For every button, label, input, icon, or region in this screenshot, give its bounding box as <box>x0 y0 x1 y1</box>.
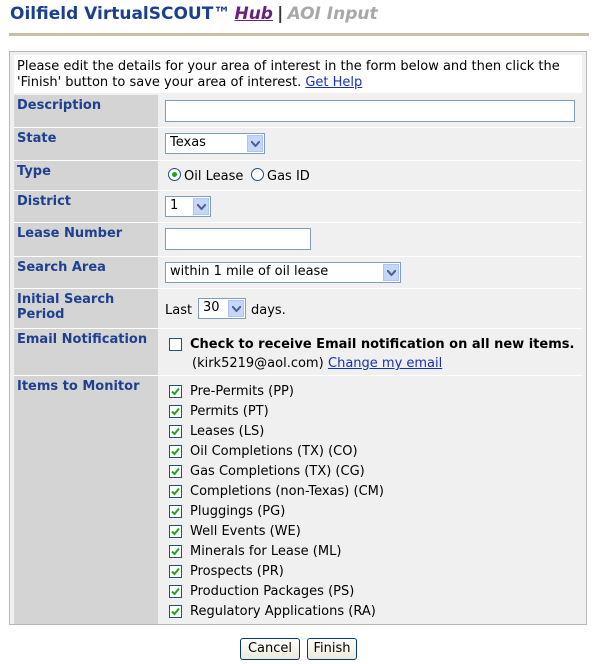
row-lease-number <box>14 223 582 257</box>
checkmark-icon <box>171 527 180 536</box>
monitor-checkbox[interactable] <box>169 505 182 518</box>
checkmark-icon <box>171 487 180 496</box>
period-prefix: Last <box>165 303 193 318</box>
items-to-monitor-label: Items to Monitor <box>14 376 158 624</box>
chevron-down-icon <box>247 135 263 152</box>
row-email-notification <box>14 329 582 376</box>
row-description <box>14 95 582 128</box>
monitor-item-label: Completions (non-Texas) (CM) <box>190 484 384 499</box>
aoi-form <box>9 51 587 625</box>
row-type <box>14 161 582 191</box>
monitor-item-label: Pluggings (PG) <box>190 504 286 519</box>
monitor-checkbox[interactable] <box>169 425 182 438</box>
checkmark-icon <box>171 407 180 416</box>
search-area-label: Search Area <box>14 257 158 288</box>
checkmark-icon <box>171 387 180 396</box>
page-header <box>10 4 378 28</box>
checkmark-icon <box>171 447 180 456</box>
monitor-item-label: Gas Completions (TX) (CG) <box>190 464 365 479</box>
row-items-to-monitor <box>14 376 582 624</box>
period-select[interactable]: 30 <box>198 298 246 319</box>
change-email-link[interactable]: Change my email <box>328 356 443 371</box>
lease-number-input[interactable] <box>165 228 311 250</box>
radio-selected-icon <box>168 168 181 181</box>
monitor-checkbox[interactable] <box>169 385 182 398</box>
monitor-checkbox[interactable] <box>169 445 182 458</box>
chevron-down-icon <box>193 198 209 215</box>
checkmark-icon <box>171 507 180 516</box>
checkmark-icon <box>171 427 180 436</box>
search-area-select[interactable]: within 1 mile of oil lease <box>165 262 401 283</box>
checkmark-icon <box>171 607 180 616</box>
checkmark-icon <box>171 547 180 556</box>
district-select[interactable]: 1 <box>165 196 211 217</box>
monitor-item-label: Minerals for Lease (ML) <box>190 544 342 559</box>
page-title: AOI Input <box>287 4 378 24</box>
app-title: Oilfield VirtualSCOUT™ <box>10 4 231 24</box>
lease-number-label: Lease Number <box>14 223 158 256</box>
header-rule <box>9 33 589 36</box>
period-suffix: days. <box>251 303 286 318</box>
email-notification-text: Check to receive Email notification on all new items. <box>190 337 575 352</box>
chevron-down-icon <box>383 264 399 281</box>
checkmark-icon <box>171 567 180 576</box>
finish-button[interactable]: Finish <box>307 638 357 660</box>
checkmark-icon <box>171 587 180 596</box>
email-notification-checkbox[interactable] <box>169 338 182 351</box>
monitor-checkbox[interactable] <box>169 485 182 498</box>
intro-text <box>14 55 582 93</box>
state-select[interactable]: Texas <box>165 133 265 154</box>
monitor-item-label: Pre-Permits (PP) <box>190 384 294 399</box>
radio-unselected-icon <box>251 168 264 181</box>
type-label: Type <box>14 161 158 190</box>
checkmark-icon <box>171 467 180 476</box>
type-radio-oil[interactable]: Oil Lease <box>168 168 243 184</box>
monitor-item-label: Well Events (WE) <box>190 524 301 539</box>
monitor-item-label: Production Packages (PS) <box>190 584 355 599</box>
district-label: District <box>14 191 158 222</box>
monitor-item-label: Prospects (PR) <box>190 564 284 579</box>
get-help-link[interactable]: Get Help <box>305 75 363 90</box>
monitor-checkbox[interactable] <box>169 585 182 598</box>
cancel-button[interactable]: Cancel <box>240 638 300 660</box>
row-state <box>14 128 582 161</box>
monitor-item-label: Permits (PT) <box>190 404 269 419</box>
hub-link[interactable]: Hub <box>234 4 273 24</box>
email-notification-label: Email Notification <box>14 329 158 375</box>
monitor-checkbox[interactable] <box>169 405 182 418</box>
description-label: Description <box>14 95 158 127</box>
chevron-down-icon <box>228 300 244 317</box>
header-separator: | <box>277 4 284 24</box>
row-initial-search-period <box>14 289 582 329</box>
intro-body: Please edit the details for your area of interest in the form below and then click the 'Finish' button to save your area of interest. <box>17 59 560 90</box>
monitor-checkbox[interactable] <box>169 525 182 538</box>
row-district <box>14 191 582 223</box>
monitor-checkbox[interactable] <box>169 465 182 478</box>
monitor-checkbox[interactable] <box>169 545 182 558</box>
initial-search-period-label: Initial Search Period <box>14 289 158 328</box>
monitor-list <box>160 376 582 624</box>
user-email: (kirk5219@aol.com) <box>192 356 324 371</box>
monitor-item-label: Oil Completions (TX) (CO) <box>190 444 358 459</box>
description-input[interactable] <box>165 100 575 122</box>
monitor-item-label: Leases (LS) <box>190 424 265 439</box>
type-radio-gas[interactable]: Gas ID <box>251 168 310 184</box>
row-search-area <box>14 257 582 289</box>
monitor-item-label: Regulatory Applications (RA) <box>190 604 376 619</box>
monitor-checkbox[interactable] <box>169 605 182 618</box>
state-label: State <box>14 128 158 160</box>
monitor-checkbox[interactable] <box>169 565 182 578</box>
